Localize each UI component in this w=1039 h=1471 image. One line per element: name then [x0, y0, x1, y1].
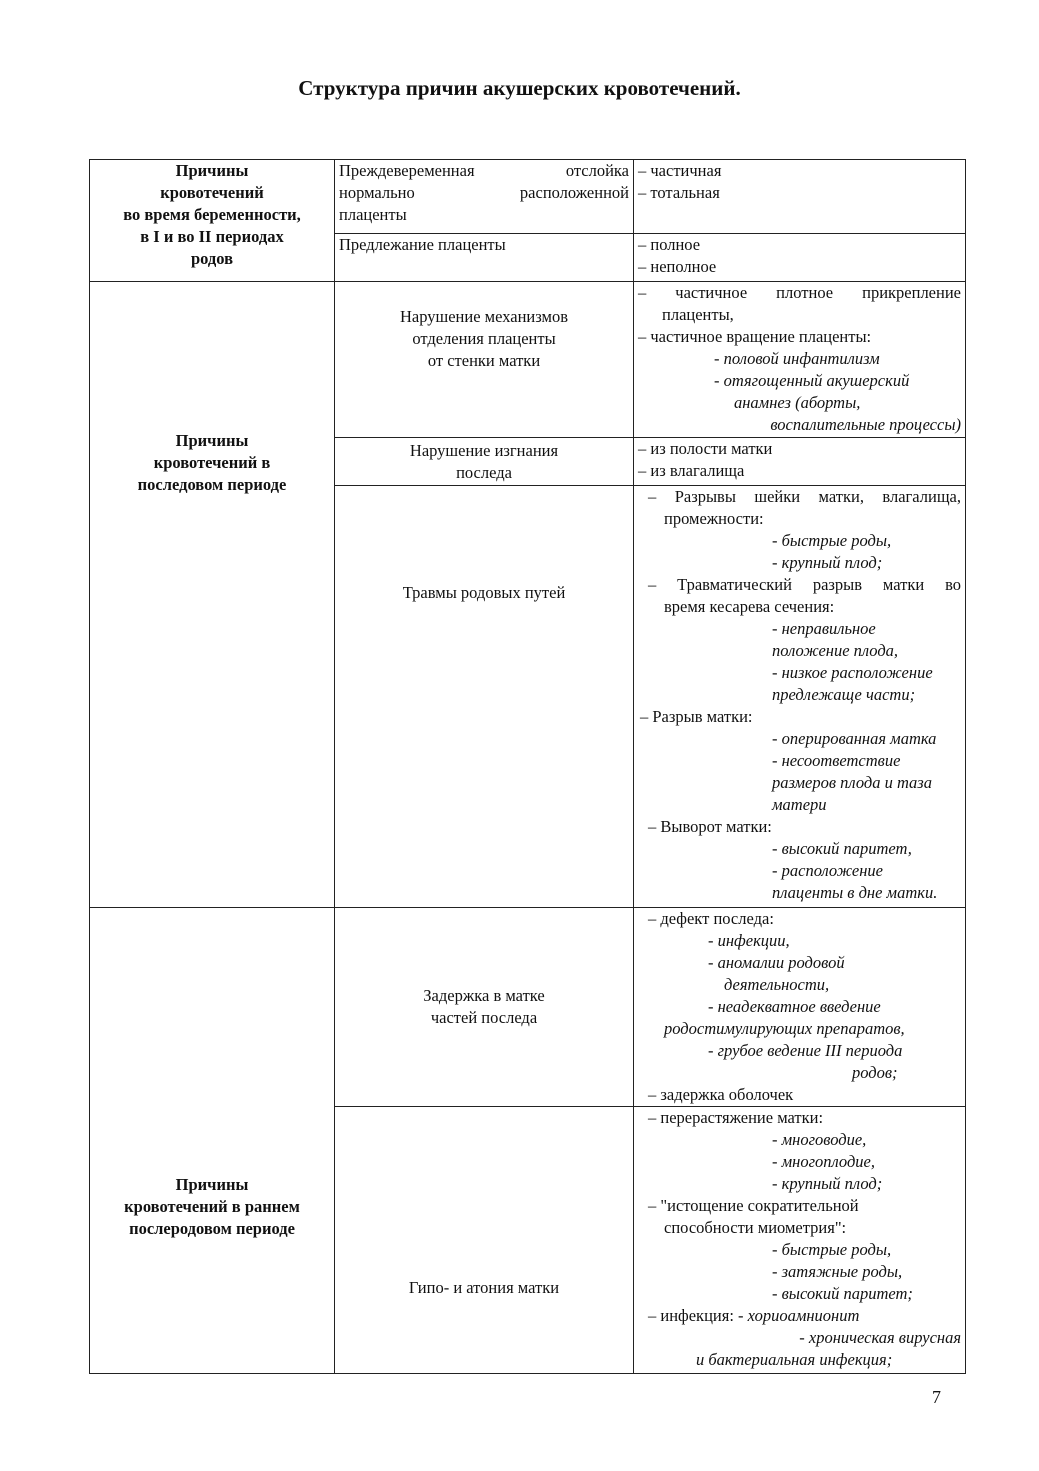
category-line: послеродовом периоде [129, 1219, 295, 1238]
detail-cell [634, 1107, 966, 1374]
detail-line: - крупный плод; [772, 553, 883, 572]
detail-cell [634, 282, 966, 438]
detail-line: – Разрывы шейки матки, влагалища, [648, 487, 961, 506]
category-line: кровотечений [160, 183, 264, 202]
detail-line: положение плода, [772, 641, 899, 660]
detail-line: – Разрыв матки: [640, 707, 753, 726]
causes-table [89, 159, 966, 1374]
detail-line: - многоплодие, [772, 1152, 875, 1171]
cause-line: Нарушение изгнания [409, 440, 559, 460]
detail-line: - половой инфантилизм [714, 349, 880, 368]
detail-line: - неадекватное введение [708, 997, 881, 1016]
detail-line: – частичная [638, 161, 722, 180]
detail-line: и бактериальная инфекция; [696, 1350, 893, 1369]
table-row [90, 908, 966, 1107]
detail-line: – частичное плотное прикрепление [638, 283, 961, 302]
cause-line: Предлежание плаценты [339, 235, 506, 254]
detail-line: – неполное [638, 257, 717, 276]
cause-line: отделения плаценты [412, 329, 556, 348]
detail-line: промежности: [664, 509, 764, 528]
detail-line: матери [772, 795, 827, 814]
table-row [90, 160, 966, 234]
category-cell-postpartum [90, 908, 335, 1374]
cause-cell [335, 486, 634, 908]
category-line: родов [190, 249, 234, 268]
cause-cell [335, 908, 634, 1107]
page-title: Структура причин акушерских кровотечений. [298, 76, 741, 100]
table-row [90, 282, 966, 438]
detail-line: предлежаще части; [772, 685, 916, 704]
cause-line: частей последа [430, 1008, 538, 1027]
cause-cell [335, 160, 634, 234]
cause-line: плаценты [339, 205, 407, 224]
cause-line: последа [456, 462, 512, 482]
detail-line: – перерастяжение матки: [648, 1108, 824, 1127]
detail-line: – из влагалища [638, 461, 745, 480]
cause-line: Гипо- и атония матки [408, 1278, 560, 1297]
cause-cell [335, 234, 634, 282]
category-cell-afterbirth [90, 282, 335, 908]
detail-line: - затяжные роды, [772, 1262, 903, 1281]
detail-line: - инфекции, [708, 931, 790, 950]
detail-line: - оперированная матка [772, 729, 937, 748]
detail-line: способности миометрия": [664, 1218, 847, 1237]
detail-line: - хроническая вирусная [799, 1328, 961, 1347]
cause-line: от стенки матки [427, 351, 541, 370]
category-line: в I и во II периодах [140, 227, 284, 246]
detail-line: анамнез (аборты, [734, 393, 861, 412]
detail-line: - высокий паритет; [772, 1284, 913, 1303]
detail-line: - грубое ведение III периода [708, 1041, 903, 1060]
category-line: кровотечений в раннем [124, 1197, 300, 1216]
category-line: Причины [175, 161, 249, 180]
detail-line: воспалительные процессы) [770, 415, 961, 434]
detail-line: - аномалии родовой [708, 953, 845, 972]
detail-line: время кесарева сечения: [664, 597, 835, 616]
category-line: во время беременности, [123, 205, 301, 224]
detail-line: – задержка оболочек [648, 1085, 794, 1104]
detail-line: – дефект последа: [648, 909, 774, 928]
detail-line: – Травматический разрыв матки во [648, 575, 961, 594]
detail-line: плаценты, [662, 305, 734, 324]
detail-line: плаценты в дне матки. [772, 883, 938, 902]
cause-line: нормально расположенной [339, 183, 629, 202]
detail-line: родов; [852, 1063, 898, 1082]
detail-line: - быстрые роды, [772, 531, 892, 550]
detail-line: – Выворот матки: [648, 817, 772, 836]
detail-line: - несоответствие [772, 751, 901, 770]
category-cell-pregnancy [90, 160, 335, 282]
cause-line: Преждеверeменная отслойка [339, 161, 629, 180]
cause-line: Травмы родовых путей [402, 583, 566, 602]
cause-line: Нарушение механизмов [400, 307, 568, 326]
detail-cell [634, 438, 966, 486]
detail-line: размеров плода и таза [772, 773, 932, 792]
detail-line: - низкое расположение [772, 663, 933, 682]
detail-line: родостимулирующих препаратов, [664, 1019, 905, 1038]
detail-line: - расположение [772, 861, 883, 880]
category-line: Причины [175, 431, 249, 450]
detail-line: - отягощенный акушерский [714, 371, 910, 390]
page-number: 7 [932, 1387, 941, 1407]
cause-line: Задержка в матке [423, 986, 545, 1005]
detail-cell [634, 234, 966, 282]
detail-line: - быстрые роды, [772, 1240, 892, 1259]
cause-cell [335, 1107, 634, 1374]
detail-line: - хориоамнионит [738, 1306, 860, 1325]
detail-cell [634, 486, 966, 908]
detail-line: - крупный плод; [772, 1174, 883, 1193]
detail-line: - многоводие, [772, 1130, 867, 1149]
detail-line: деятельности, [724, 975, 830, 994]
category-line: последовом периоде [137, 475, 287, 494]
cause-cell [335, 438, 634, 486]
detail-line: – частичное вращение плаценты: [638, 327, 872, 346]
detail-cell [634, 908, 966, 1107]
detail-line: - неправильное [772, 619, 876, 638]
detail-line: – инфекция: [648, 1306, 739, 1325]
category-line: кровотечений в [153, 453, 271, 472]
detail-line: – из полости матки [638, 439, 773, 458]
cause-cell [335, 282, 634, 438]
detail-cell [634, 160, 966, 234]
detail-line: - высокий паритет, [772, 839, 912, 858]
detail-line: – "истощение сократительной [648, 1196, 859, 1215]
category-line: Причины [175, 1175, 249, 1194]
detail-line: – полное [638, 235, 701, 254]
detail-line: – тотальная [638, 183, 720, 202]
